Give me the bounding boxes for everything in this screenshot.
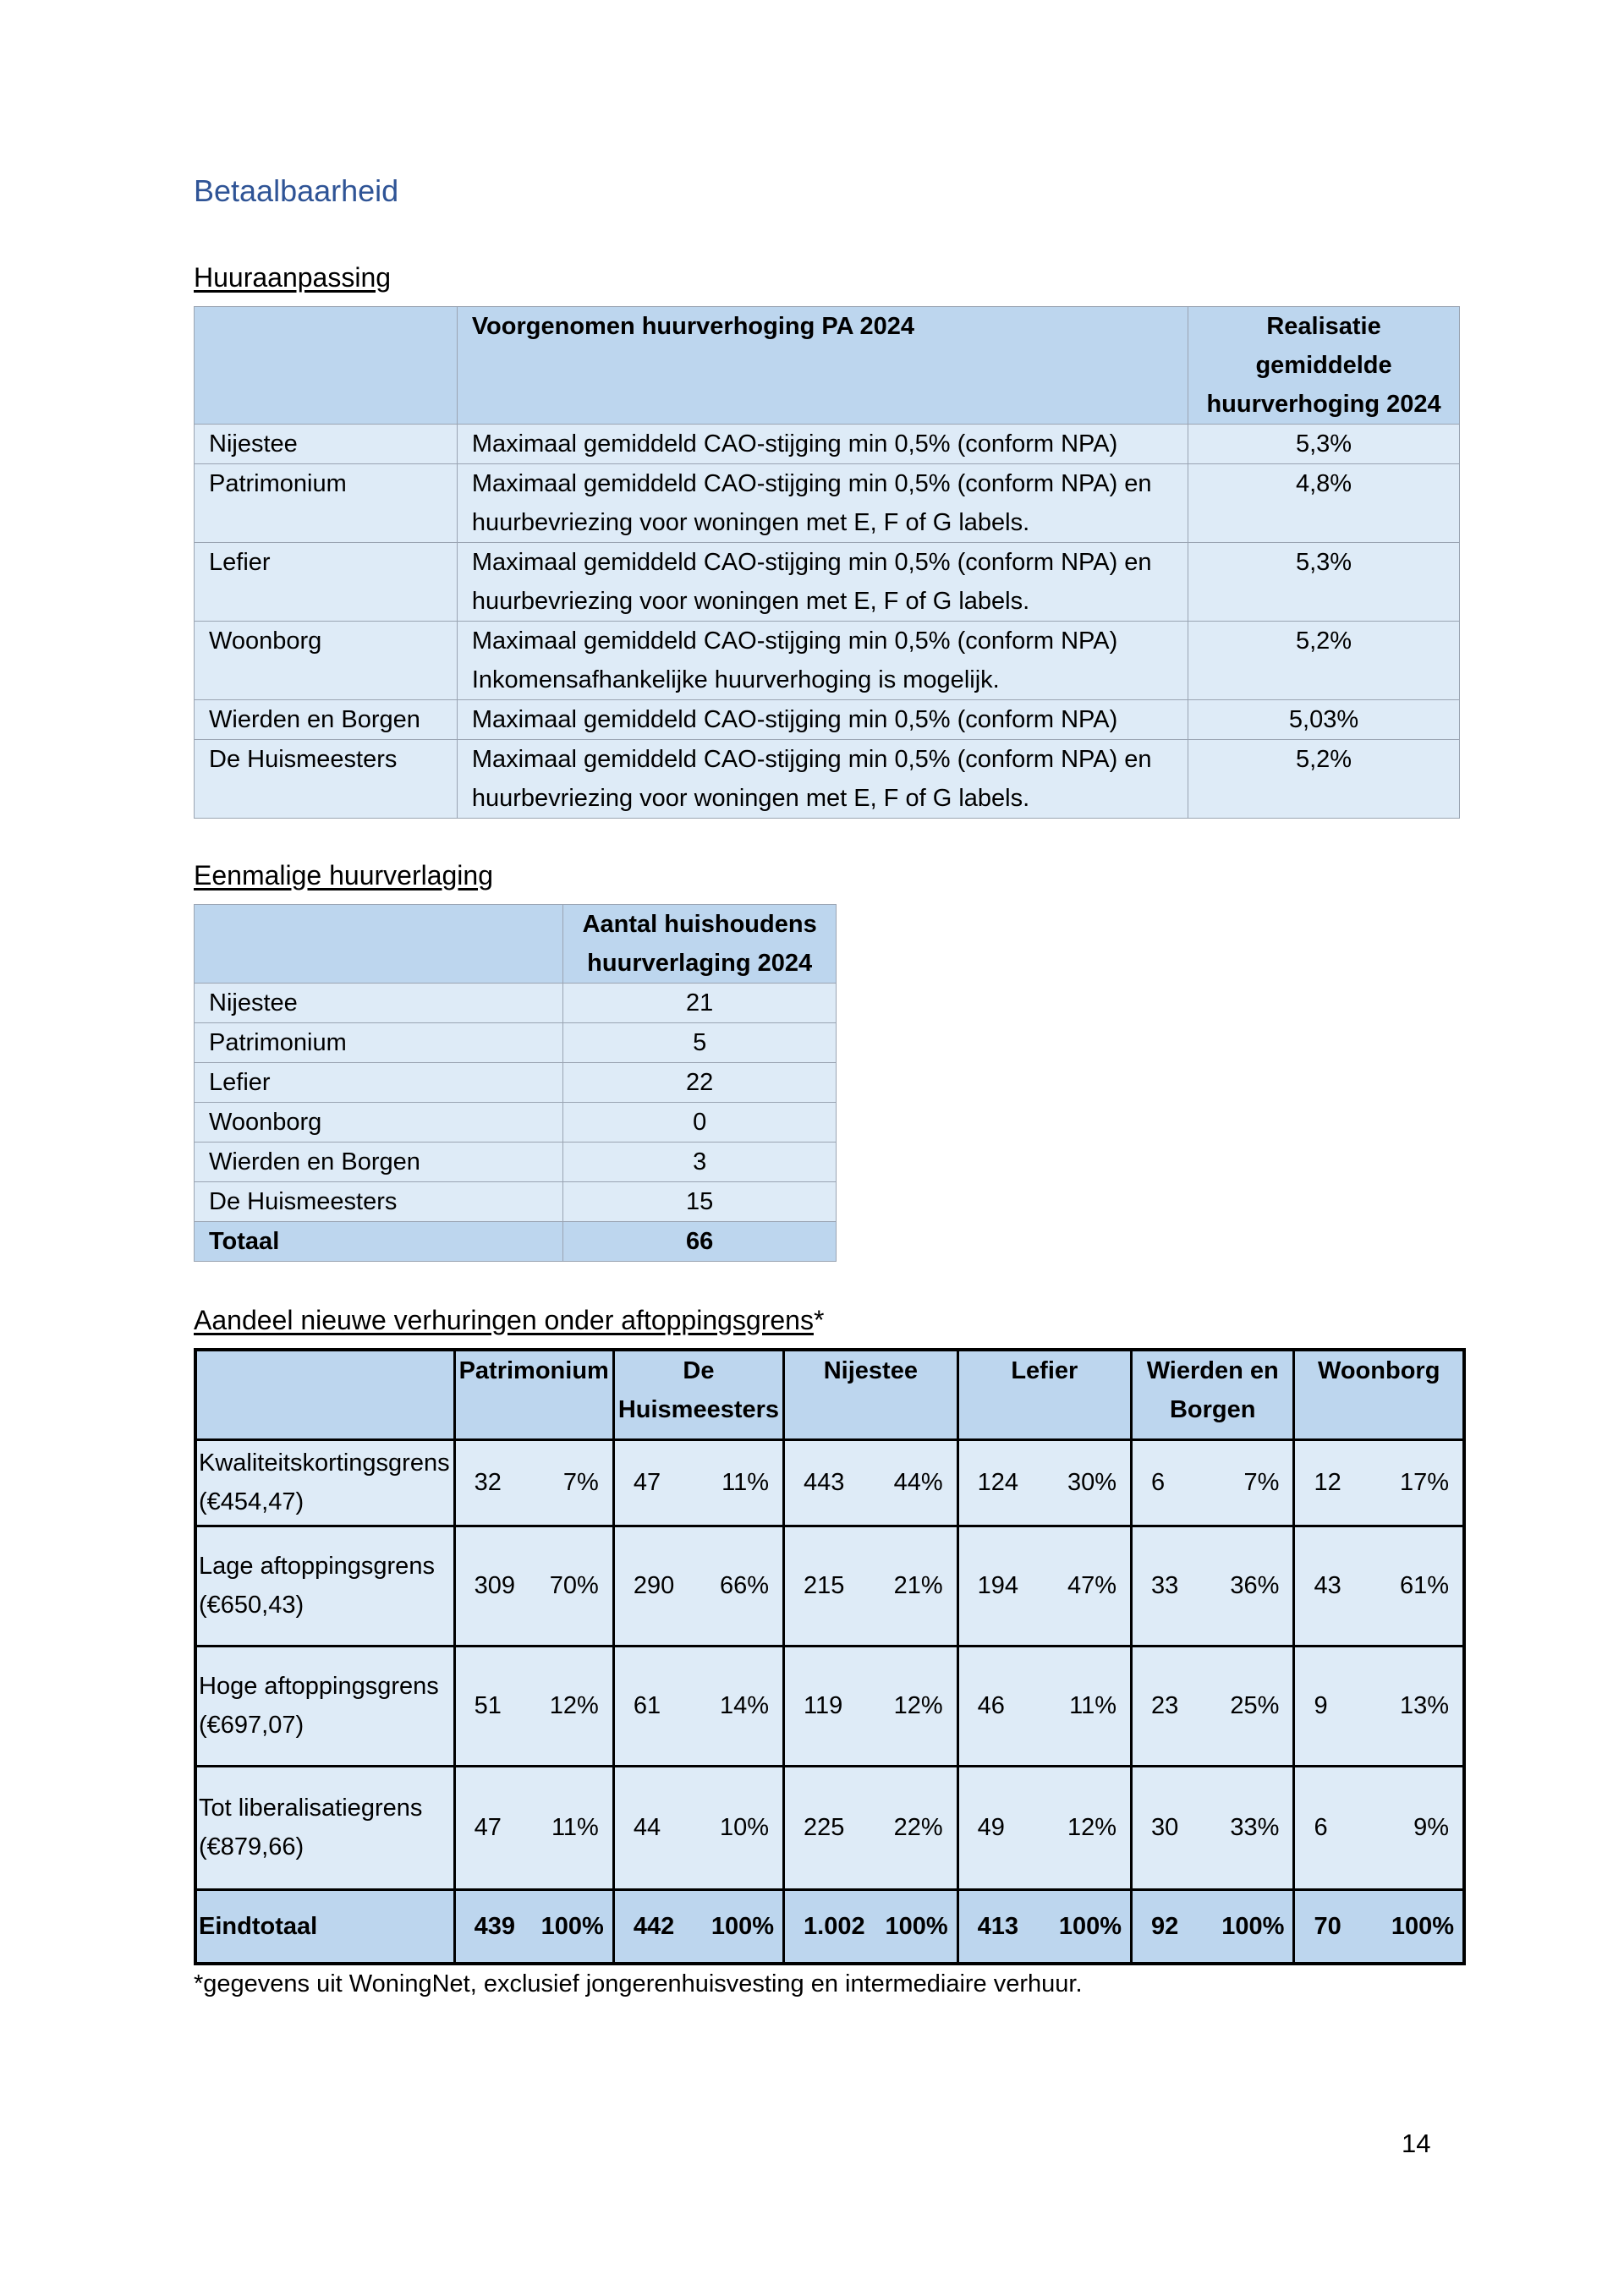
page-number: 14	[1402, 2129, 1431, 2158]
org-name: Woonborg	[195, 622, 458, 700]
pct-value: 22%	[893, 1814, 943, 1841]
pct-value: 12%	[893, 1692, 943, 1719]
huurverlaging-title: Eenmalige huurverlaging	[194, 860, 493, 890]
count-value: 225	[804, 1814, 845, 1841]
count-value: 6	[1314, 1814, 1328, 1841]
huurverlaging-table	[194, 904, 837, 1262]
org-name: De Huismeesters	[195, 1182, 563, 1222]
header-empty	[195, 307, 458, 425]
aandeel-title	[194, 1305, 824, 1336]
pct-value: 66%	[719, 1572, 770, 1599]
total-pct: 100%	[1058, 1912, 1122, 1940]
header-nijestee: Nijestee	[784, 1350, 958, 1439]
header-empty	[195, 1350, 454, 1439]
count-value: 33	[1150, 1572, 1179, 1599]
total-pct: 100%	[710, 1912, 775, 1940]
header-de-huismeesters: De Huismeesters	[613, 1350, 783, 1439]
count-value: 44	[633, 1814, 661, 1841]
table-row	[195, 1023, 837, 1063]
count-value: 61	[633, 1692, 661, 1719]
table-row	[195, 1063, 837, 1103]
policy-text: Maximaal gemiddeld CAO-stijging min 0,5% (conform NPA)	[457, 700, 1188, 740]
count-value: 124	[977, 1469, 1019, 1496]
header-wierden-en-borgen: Wierden en Borgen	[1131, 1350, 1293, 1439]
count-value: 443	[804, 1469, 845, 1496]
header-realisatie: Realisatie gemiddelde huurverhoging 2024	[1188, 307, 1460, 425]
table-header-row	[195, 307, 1460, 425]
count-value: 46	[977, 1692, 1005, 1719]
realisatie-value: 5,2%	[1188, 622, 1460, 700]
huuraanpassing-table	[194, 306, 1460, 819]
org-name: Wierden en Borgen	[195, 1143, 563, 1182]
total-label: Eindtotaal	[195, 1889, 454, 1964]
count-value: 51	[474, 1692, 502, 1719]
pct-value: 61%	[1399, 1572, 1449, 1599]
table-header-row	[195, 905, 837, 984]
pct-value: 14%	[719, 1692, 770, 1719]
pct-value: 44%	[893, 1469, 943, 1496]
policy-text: Maximaal gemiddeld CAO-stijging min 0,5% (conform NPA) en huurbevriezing voor woningen met E, F of G labels.	[457, 543, 1188, 622]
count-value: 3	[563, 1143, 837, 1182]
count-value: 22	[563, 1063, 837, 1103]
count-value: 12	[1314, 1469, 1341, 1496]
table-row	[195, 1646, 1464, 1766]
policy-text: Maximaal gemiddeld CAO-stijging min 0,5% (conform NPA)	[457, 425, 1188, 464]
count-value: 194	[977, 1572, 1019, 1599]
count-value: 15	[563, 1182, 837, 1222]
aandeel-title-text: Aandeel nieuwe verhuringen onder aftoppingsgrens	[194, 1305, 814, 1335]
count-value: 21	[563, 984, 837, 1023]
table-row	[195, 464, 1460, 543]
count-value: 23	[1150, 1692, 1179, 1719]
org-name: Woonborg	[195, 1103, 563, 1143]
pct-value: 21%	[893, 1572, 943, 1599]
total-count: 70	[1314, 1912, 1341, 1940]
org-name: Nijestee	[195, 984, 563, 1023]
count-value: 43	[1314, 1572, 1341, 1599]
pct-value: 9%	[1413, 1814, 1449, 1841]
pct-value: 11%	[1069, 1692, 1116, 1719]
footnote-marker: *	[813, 1305, 825, 1335]
table-row	[195, 740, 1460, 819]
org-name: Lefier	[195, 543, 458, 622]
total-count: 1.002	[804, 1912, 865, 1940]
org-name: Wierden en Borgen	[195, 700, 458, 740]
count-value: 49	[977, 1814, 1005, 1841]
table-row	[195, 700, 1460, 740]
org-name: Patrimonium	[195, 1023, 563, 1063]
realisatie-value: 5,03%	[1188, 700, 1460, 740]
count-value: 47	[633, 1469, 661, 1496]
realisatie-value: 5,2%	[1188, 740, 1460, 819]
count-value: 215	[804, 1572, 845, 1599]
pct-value: 13%	[1399, 1692, 1449, 1719]
count-value: 5	[563, 1023, 837, 1063]
footnote: *gegevens uit WoningNet, exclusief jongerenhuisvesting en intermediaire verhuur.	[194, 1970, 1083, 1997]
org-name: Lefier	[195, 1063, 563, 1103]
pct-value: 7%	[562, 1469, 599, 1496]
pct-value: 12%	[549, 1692, 599, 1719]
header-empty	[195, 905, 563, 984]
section-title: Betaalbaarheid	[194, 173, 399, 208]
total-count: 442	[633, 1912, 675, 1940]
org-name: De Huismeesters	[195, 740, 458, 819]
table-row	[195, 622, 1460, 700]
pct-value: 30%	[1067, 1469, 1116, 1496]
count-value: 0	[563, 1103, 837, 1143]
total-pct: 100%	[1221, 1912, 1285, 1940]
total-row	[195, 1222, 837, 1262]
total-row	[195, 1889, 1464, 1964]
total-pct: 100%	[540, 1912, 604, 1940]
table-row	[195, 543, 1460, 622]
pct-value: 10%	[719, 1814, 770, 1841]
count-value: 6	[1150, 1469, 1166, 1496]
row-label: Tot liberalisatiegrens (€879,66)	[195, 1766, 454, 1889]
policy-text: Maximaal gemiddeld CAO-stijging min 0,5% (conform NPA) Inkomensafhankelijke huurverhoging is mogelijk.	[457, 622, 1188, 700]
header-lefier: Lefier	[957, 1350, 1131, 1439]
pct-value: 33%	[1230, 1814, 1280, 1841]
pct-value: 11%	[551, 1814, 599, 1841]
table-row	[195, 984, 837, 1023]
org-name: Patrimonium	[195, 464, 458, 543]
pct-value: 36%	[1230, 1572, 1280, 1599]
pct-value: 12%	[1067, 1814, 1116, 1841]
policy-text: Maximaal gemiddeld CAO-stijging min 0,5% (conform NPA) en huurbevriezing voor woningen met E, F of G labels.	[457, 464, 1188, 543]
count-value: 309	[474, 1572, 515, 1599]
table-row	[195, 1182, 837, 1222]
header-woonborg: Woonborg	[1294, 1350, 1464, 1439]
table-row	[195, 1526, 1464, 1646]
org-name: Nijestee	[195, 425, 458, 464]
count-value: 30	[1150, 1814, 1179, 1841]
pct-value: 47%	[1067, 1572, 1116, 1599]
table-row	[195, 1143, 837, 1182]
table-row	[195, 425, 1460, 464]
total-label: Totaal	[195, 1222, 563, 1262]
total-count: 92	[1150, 1912, 1179, 1940]
total-pct: 100%	[1391, 1912, 1454, 1940]
count-value: 290	[633, 1572, 675, 1599]
table-header-row	[195, 1350, 1464, 1439]
pct-value: 25%	[1230, 1692, 1280, 1719]
realisatie-value: 5,3%	[1188, 425, 1460, 464]
header-aantal: Aantal huishoudens huurverlaging 2024	[563, 905, 837, 984]
row-label: Kwaliteitskortingsgrens (€454,47)	[195, 1439, 454, 1526]
header-patrimonium: Patrimonium	[454, 1350, 613, 1439]
realisatie-value: 5,3%	[1188, 543, 1460, 622]
count-value: 119	[804, 1692, 843, 1719]
pct-value: 17%	[1399, 1469, 1449, 1496]
count-value: 32	[474, 1469, 502, 1496]
total-count: 413	[977, 1912, 1019, 1940]
row-label: Lage aftoppingsgrens (€650,43)	[195, 1526, 454, 1646]
pct-value: 7%	[1243, 1469, 1280, 1496]
count-value: 9	[1314, 1692, 1328, 1719]
huuraanpassing-title: Huuraanpassing	[194, 262, 392, 293]
pct-value: 11%	[721, 1469, 770, 1496]
table-row	[195, 1766, 1464, 1889]
pct-value: 70%	[549, 1572, 599, 1599]
realisatie-value: 4,8%	[1188, 464, 1460, 543]
table-row	[195, 1103, 837, 1143]
aandeel-table	[194, 1348, 1466, 1965]
total-count: 439	[474, 1912, 515, 1940]
total-value: 66	[563, 1222, 837, 1262]
table-row	[195, 1439, 1464, 1526]
row-label: Hoge aftoppingsgrens (€697,07)	[195, 1646, 454, 1766]
policy-text: Maximaal gemiddeld CAO-stijging min 0,5% (conform NPA) en huurbevriezing voor woningen met E, F of G labels.	[457, 740, 1188, 819]
total-pct: 100%	[885, 1912, 948, 1940]
header-voorgenomen: Voorgenomen huurverhoging PA 2024	[457, 307, 1188, 425]
count-value: 47	[474, 1814, 502, 1841]
